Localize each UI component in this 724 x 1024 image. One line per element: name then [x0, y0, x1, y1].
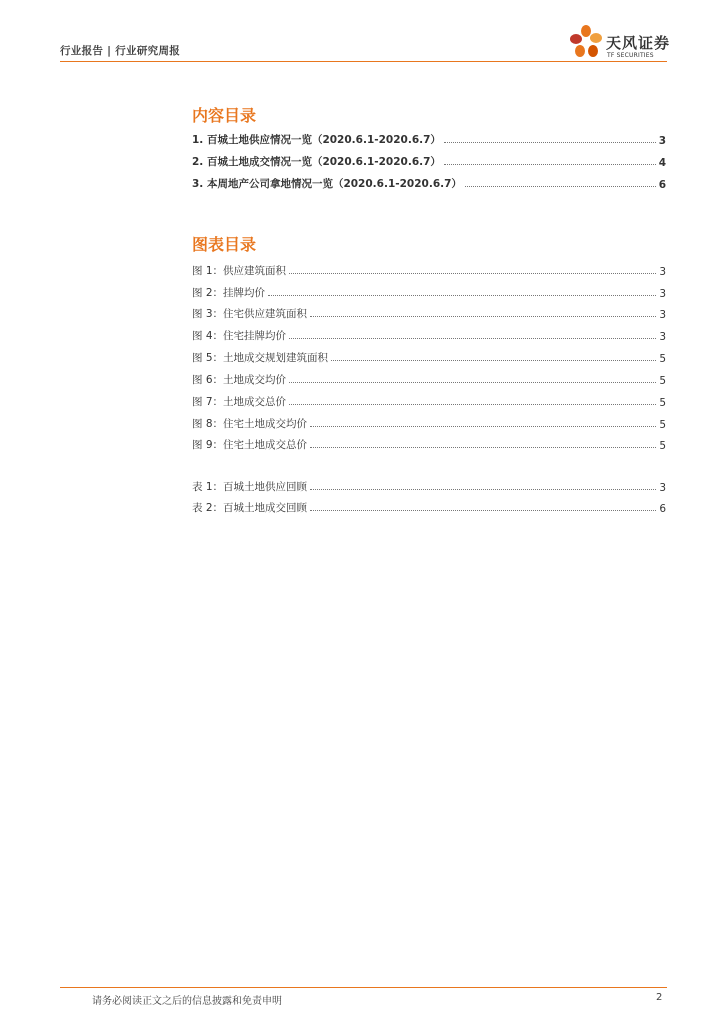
table-toc-item[interactable]	[192, 499, 666, 515]
figure-toc-page: 5	[659, 397, 666, 409]
figure-toc-label: 图 5：土地成交规划建筑面积	[192, 352, 329, 364]
figure-toc-item[interactable]	[192, 262, 666, 278]
toc-item-page: 3	[658, 135, 666, 147]
toc-item-label: 1. 百城土地供应情况一览（2020.6.1-2020.6.7）	[192, 134, 441, 146]
figure-toc-label: 图 2：挂牌均价	[192, 287, 266, 299]
figure-toc-item[interactable]	[192, 349, 666, 365]
company-logo	[568, 22, 678, 62]
figure-toc-page: 3	[659, 288, 666, 300]
figure-toc-item[interactable]	[192, 436, 666, 452]
figure-toc-item[interactable]	[192, 393, 666, 409]
report-type-label: 行业报告 | 行业研究周报	[60, 45, 181, 57]
figure-toc-page: 5	[659, 419, 666, 431]
toc-item-label: 2. 百城土地成交情况一览（2020.6.1-2020.6.7）	[192, 156, 441, 168]
figures-title: 图表目录	[192, 235, 257, 254]
logo-text-english: TF SECURITIES	[607, 52, 654, 59]
toc-leader-dots	[465, 185, 656, 187]
figure-toc-page: 3	[659, 331, 666, 343]
toc-leader-dots	[310, 509, 656, 511]
toc-leader-dots	[310, 315, 656, 317]
footer-divider	[60, 987, 667, 988]
toc-leader-dots	[289, 381, 656, 383]
footer-disclaimer: 请务必阅读正文之后的信息披露和免责申明	[92, 996, 282, 1007]
toc-leader-dots	[310, 488, 656, 490]
contents-title: 内容目录	[192, 106, 257, 125]
figure-toc-label: 图 4：住宅挂牌均价	[192, 330, 287, 342]
figure-toc-page: 3	[659, 266, 666, 278]
flower-logo-icon	[568, 24, 604, 62]
toc-item-label: 3. 本周地产公司拿地情况一览（2020.6.1-2020.6.7）	[192, 178, 462, 190]
figure-toc-label: 图 1：供应建筑面积	[192, 265, 287, 277]
toc-leader-dots	[310, 446, 656, 448]
figure-toc-label: 图 6：土地成交均价	[192, 374, 287, 386]
logo-text-chinese: 天风证券	[606, 34, 671, 52]
figure-toc-page: 5	[659, 353, 666, 365]
figure-toc-page: 5	[659, 375, 666, 387]
figure-toc-item[interactable]	[192, 327, 666, 343]
figure-toc-label: 图 3：住宅供应建筑面积	[192, 308, 308, 320]
toc-item[interactable]	[192, 131, 666, 147]
page-number: 2	[656, 992, 663, 1003]
figure-toc-page: 5	[659, 440, 666, 452]
toc-item[interactable]	[192, 153, 666, 169]
table-toc-label: 表 2：百城土地成交回顾	[192, 502, 308, 514]
toc-leader-dots	[289, 272, 656, 274]
table-toc-page: 6	[659, 503, 666, 515]
toc-leader-dots	[289, 403, 656, 405]
figure-toc-label: 图 7：土地成交总价	[192, 396, 287, 408]
table-toc-item[interactable]	[192, 478, 666, 494]
toc-leader-dots	[444, 141, 656, 143]
table-toc-label: 表 1：百城土地供应回顾	[192, 481, 308, 493]
toc-leader-dots	[331, 359, 656, 361]
toc-leader-dots	[310, 425, 656, 427]
toc-leader-dots	[289, 337, 656, 339]
toc-leader-dots	[268, 294, 656, 296]
toc-leader-dots	[444, 163, 656, 165]
figure-toc-item[interactable]	[192, 284, 666, 300]
toc-item-page: 6	[658, 179, 666, 191]
toc-item-page: 4	[658, 157, 666, 169]
table-toc-page: 3	[659, 482, 666, 494]
toc-item[interactable]	[192, 175, 666, 191]
figure-toc-item[interactable]	[192, 415, 666, 431]
figure-toc-label: 图 8：住宅土地成交均价	[192, 418, 308, 430]
figure-toc-item[interactable]	[192, 371, 666, 387]
figure-toc-page: 3	[659, 309, 666, 321]
figure-toc-item[interactable]	[192, 305, 666, 321]
figure-toc-label: 图 9：住宅土地成交总价	[192, 439, 308, 451]
